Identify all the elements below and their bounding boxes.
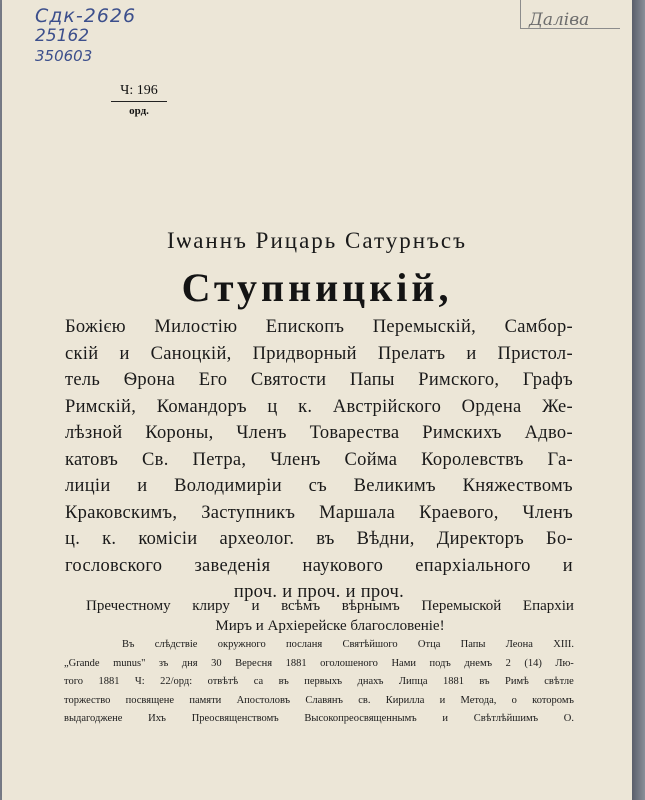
document-page (2, 0, 632, 800)
titles-line: Краковскимъ, Заступникъ Маршала Краевого, Членъ (65, 502, 573, 523)
pencil-frame-line (520, 0, 521, 28)
titles-paragraph (65, 314, 573, 606)
titles-line: Божією Милостію Епископъ Перемыскій, Самбор- (65, 317, 573, 337)
archive-stamp (35, 6, 136, 66)
body-text (64, 636, 574, 729)
page-edge-shadow (632, 0, 645, 800)
pencil-note: Даліва (529, 10, 590, 30)
archive-stamp-line-3: 350603 (35, 47, 93, 65)
archive-stamp-line-2: 25162 (35, 26, 90, 46)
titles-line: ц. к. комісіи археолог. въ Вѣдни, Директоръ Бо- (65, 529, 573, 549)
body-line: торжество посвящене памяти Апостоловъ Славянъ св. Кирилла и Метода, о которомъ (64, 694, 574, 706)
greeting-block (86, 596, 574, 636)
body-line: выдагодженe Ихъ Преосвященствомъ Высокопреосвященнымъ и Свѣтлѣйшимъ О. (64, 713, 574, 724)
titles-line: скій и Саноцкій, Придворный Прелатъ и Пристол- (65, 343, 573, 364)
titles-line: Римскій, Командоръ ц к. Австрійского Ордена Же- (65, 396, 573, 417)
titles-line: лѣзной Короны, Членъ Товарества Римскихъ Адво- (65, 423, 573, 443)
titles-line-last: проч. и проч. и проч. (233, 582, 405, 602)
titles-line: катовъ Св. Петра, Членъ Сойма Королевствъ Га- (65, 449, 573, 470)
order-number-block (111, 83, 167, 117)
order-number: Ч: 196 (111, 83, 167, 102)
titles-line: гословского заведенія наукового епархіального и (65, 555, 573, 576)
bishop-surname: Ступницкій, (181, 265, 453, 310)
bishop-name-line: Іѡаннъ Рицарь Сатурнъсъ (166, 228, 468, 253)
titles-line: тель Ѳрона Его Святости Папы Римского, Графъ (65, 370, 573, 390)
body-line: Въ слѣдствіе окружного посланя Святѣйшого Отца Папы Леона XIII. (122, 639, 574, 650)
body-line: „Grande munus" зъ дня 30 Вересня 1881 оголошеного Нами подъ днемъ 2 (14) Лю- (64, 657, 574, 669)
greeting-line-1: Пречестному клиру и всѣмъ вѣрнымъ Перемыской Епархіи (86, 598, 574, 614)
archive-stamp-line-1: Сдк-2626 (35, 5, 137, 27)
titles-line: лиціи и Володимиріи съ Великимъ Княжествомъ (65, 476, 573, 496)
greeting-line-2: Миръ и Архіерейске благословеніе! (215, 618, 445, 634)
body-line: того 1881 Ч: 22/орд: отвѣтѣ са въ первыхъ днахъ Липца 1881 въ Римѣ свѣтле (64, 676, 574, 687)
order-label: орд. (129, 105, 149, 117)
